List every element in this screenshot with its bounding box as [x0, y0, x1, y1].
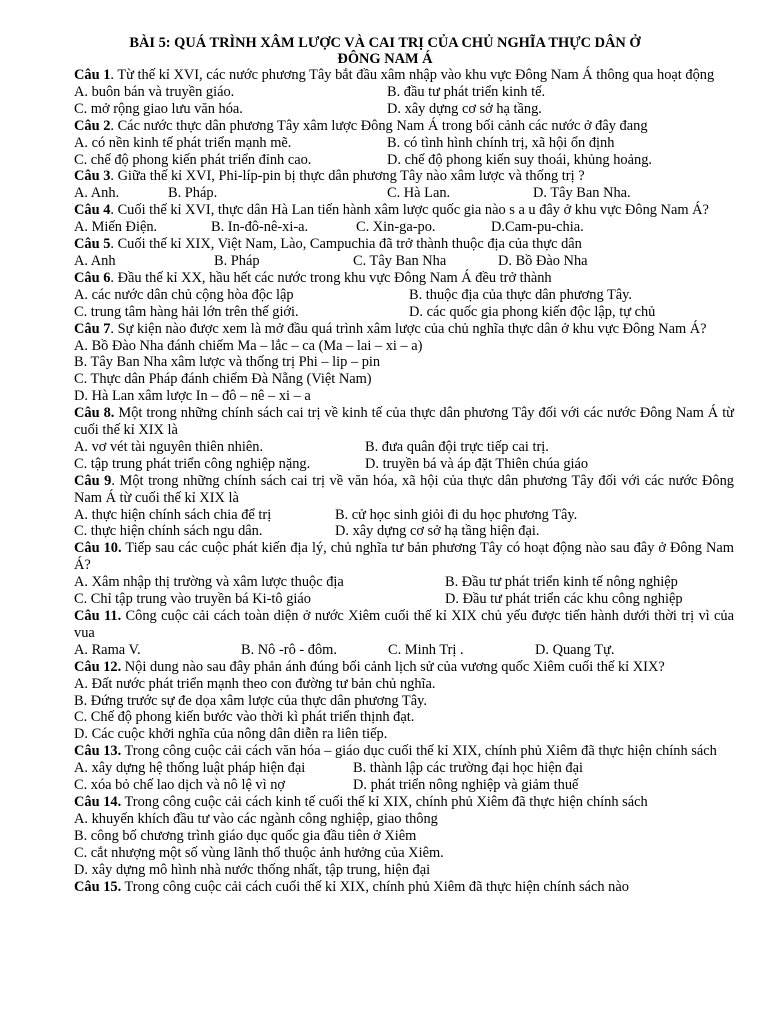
option-c: C. Xin-ga-po.: [356, 219, 436, 236]
option-d: D. Các cuộc khởi nghĩa của nông dân diễn ra liên tiếp.: [74, 726, 388, 743]
option-b: B. Nô -rô - đôm.: [241, 641, 337, 658]
question-11: [74, 608, 734, 642]
option-d: D. chế độ phong kiến suy thoái, khủng hoảng.: [387, 151, 652, 168]
question-label: Câu 12.: [74, 658, 122, 675]
title-line-1: BÀI 5: QUÁ TRÌNH XÂM LƯỢC VÀ CAI TRỊ CỦA CHỦ NGHĨA THỰC DÂN Ở: [129, 35, 641, 51]
option-a: A. thực hiện chính sách chia để trị: [74, 506, 272, 523]
option-c: C. Chỉ tập trung vào truyền bá Ki-tô giáo: [74, 591, 312, 608]
question-label: Câu 11.: [74, 608, 122, 624]
question-text: Trong công cuộc cải cách cuối thế kỉ XIX, chính phủ Xiêm đã thực hiện chính sách nào: [121, 878, 629, 895]
option-c: C. xóa bỏ chế lao dịch và nô lệ vì nợ: [74, 777, 286, 794]
option-a: A. Xâm nhập thị trường và xâm lược thuộc địa: [74, 574, 344, 591]
question-label: Câu 13.: [74, 743, 122, 760]
options-row: [74, 439, 734, 456]
option-a: A. xây dựng hệ thống luật pháp hiện đại: [74, 760, 306, 777]
option-b: B. đưa quân đội trực tiếp cai trị.: [365, 438, 549, 455]
option-d: D. truyền bá và áp đặt Thiên chúa giáo: [365, 455, 589, 472]
options-row: [74, 642, 734, 659]
options-row: [74, 507, 734, 524]
question-text: . Giữa thế kỉ XVI, Phi-líp-pin bị thực dân phương Tây nào xâm lược và thống trị ?: [110, 168, 585, 185]
option-b: B. In-đô-nê-xi-a.: [211, 219, 309, 236]
option-d: D. xây dựng cơ sở hạ tầng.: [387, 100, 542, 117]
option-d: D. Tây Ban Nha.: [533, 185, 631, 202]
question-label: Câu 8.: [74, 405, 115, 422]
option-b: B. có tình hình chính trị, xã hội ổn định: [387, 134, 615, 151]
options-row: [74, 287, 734, 304]
question-9: [74, 473, 734, 507]
question-text: . Một trong những chính sách cai trị về văn hóa, xã hội của thực dân phương Tây đối với các nước Đông Nam Á từ cuối thế kỉ XIX là: [74, 472, 734, 506]
option-b: B. Đứng trước sự đe dọa xâm lược của thực dân phương Tây.: [74, 692, 427, 709]
options-row: [74, 101, 734, 118]
question-text: . Từ thế kỉ XVI, các nước phương Tây bắt đầu xâm nhập vào khu vực Đông Nam Á thông qua hoạt động: [110, 67, 715, 83]
options-row: [74, 591, 734, 608]
question-label: Câu 6: [74, 269, 111, 286]
option-d: D. xây dựng mô hình nhà nước thống nhất, tập trung, hiện đại: [74, 861, 431, 878]
question-text: . Sự kiện nào được xem là mở đầu quá trình xâm lược của chủ nghĩa thực dân ở khu vực Đông Nam Á?: [110, 320, 707, 337]
question-text: Công cuộc cải cách toàn diện ở nước Xiêm cuối thế kỉ XIX chủ yếu được tiến hành dưới thời trị vì của vua: [74, 608, 735, 641]
options-row: [74, 185, 734, 202]
option-c: C. cắt nhượng một số vùng lãnh thổ thuộc ảnh hưởng của Xiêm.: [74, 844, 444, 861]
question-label: Câu 7: [74, 320, 111, 337]
question-5: [74, 236, 734, 253]
options-row: [74, 253, 734, 270]
option-b: B. Pháp: [214, 252, 260, 269]
option-b: B. công bố chương trình giáo dục quốc gia đầu tiên ở Xiêm: [74, 827, 417, 844]
option-d: D. xây dựng cơ sở hạ tầng hiện đại.: [335, 523, 540, 540]
question-6: [74, 270, 734, 287]
options-row: [74, 574, 734, 591]
options-row: [74, 219, 734, 236]
option-a: A. Anh: [74, 252, 116, 269]
question-1: [74, 67, 734, 84]
option-b: B. cử học sinh giỏi đi du học phương Tây.: [335, 506, 578, 523]
question-text: . Đầu thế kỉ XX, hầu hết các nước trong khu vực Đông Nam Á đều trở thành: [110, 269, 552, 286]
options-row: [74, 135, 734, 152]
option-a: A. khuyến khích đầu tư vào các ngành công nghiệp, giao thông: [74, 810, 438, 827]
option-a: A. Đất nước phát triển mạnh theo con đường tư bản chủ nghĩa.: [74, 675, 436, 692]
options-row: [74, 304, 734, 321]
question-text: . Cuối thế kỉ XVI, thực dân Hà Lan tiến hành xâm lược quốc gia nào s a u đây ở khu vực Đông Nam Á?: [110, 202, 709, 219]
options-row: [74, 84, 734, 101]
option-d: D. Bồ Đào Nha: [498, 252, 588, 269]
options-row: [74, 523, 734, 540]
question-text: Trong công cuộc cải cách kinh tế cuối thế kỉ XIX, chính phủ Xiêm đã thực hiện chính sách: [121, 793, 648, 810]
question-label: Câu 15.: [74, 878, 122, 895]
question-text: . Cuối thế kỉ XIX, Việt Nam, Lào, Campuchia đã trở thành thuộc địa của thực dân: [110, 236, 582, 253]
option-a: A. Rama V.: [74, 641, 141, 658]
option-a: A. có nền kinh tế phát triển mạnh mẽ.: [74, 134, 292, 151]
title-line-2: ĐÔNG NAM Á: [337, 50, 433, 67]
question-text: Nội dung nào sau đây phản ánh đúng bối cảnh lịch sử của vương quốc Xiêm cuối thế kỉ XIX?: [121, 658, 665, 675]
option-d: D. Đầu tư phát triển các khu công nghiệp: [445, 591, 683, 608]
question-7: [74, 321, 734, 338]
option-c: C. tập trung phát triển công nghiệp nặng.: [74, 455, 311, 472]
option-d: D. các quốc gia phong kiến độc lập, tự chủ: [409, 303, 656, 320]
option-c: C. Minh Trị .: [388, 641, 464, 658]
option-a: A. Bồ Đào Nha đánh chiếm Ma – lắc – ca (Ma – lai – xi – a): [74, 337, 423, 354]
document-title: [74, 36, 696, 67]
option-d: D. phát triển nông nghiệp và giảm thuế: [353, 777, 579, 794]
question-12: [74, 659, 734, 676]
option-a: A. Miến Điện.: [74, 219, 158, 236]
option-c: C. chế độ phong kiến phát triển đỉnh cao.: [74, 151, 312, 168]
question-13: [74, 743, 734, 760]
question-text: Tiếp sau các cuộc phát kiến địa lý, chủ nghĩa tư bản phương Tây có hoạt động nào sau đây ở Đông Nam Á?: [74, 540, 734, 574]
options-row: [74, 777, 734, 794]
option-b: B. Tây Ban Nha xâm lược và thống trị Phi – lip – pin: [74, 354, 381, 371]
question-label: Câu 1: [74, 67, 111, 83]
question-15: [74, 879, 734, 896]
option-c: C. mở rộng giao lưu văn hóa.: [74, 100, 243, 117]
options-row: [74, 152, 734, 169]
option-c: C. Thực dân Pháp đánh chiếm Đà Nẵng (Việt Nam): [74, 371, 372, 388]
question-label: Câu 5: [74, 236, 111, 253]
question-label: Câu 10.: [74, 540, 122, 557]
question-text: . Các nước thực dân phương Tây xâm lược Đông Nam Á trong bối cảnh các nước ở đây đang: [110, 117, 648, 134]
option-d: D.Cam-pu-chia.: [491, 219, 584, 236]
question-text: Trong công cuộc cải cách văn hóa – giáo dục cuối thế kỉ XIX, chính phủ Xiêm đã thực hiện chính sách: [121, 743, 717, 760]
option-c: C. Hà Lan.: [387, 185, 451, 202]
option-b: B. thành lập các trường đại học hiện đại: [353, 760, 583, 777]
option-c: C. trung tâm hàng hải lớn trên thế giới.: [74, 303, 299, 320]
question-label: Câu 9: [74, 472, 112, 489]
option-c: C. Chế độ phong kiến bước vào thời kì phát triển thịnh đạt.: [74, 709, 415, 726]
option-b: B. Pháp.: [168, 185, 218, 202]
option-d: D. Hà Lan xâm lược In – đô – nê – xi – a: [74, 388, 311, 405]
option-a: A. vơ vét tài nguyên thiên nhiên.: [74, 438, 264, 455]
option-b: B. đầu tư phát triển kinh tế.: [387, 83, 546, 100]
question-3: [74, 168, 734, 185]
options-row: [74, 456, 734, 473]
question-text: Một trong những chính sách cai trị về kinh tế của thực dân phương Tây đối với các nước Đông Nam Á từ cuối thế kỉ XIX là: [74, 405, 734, 439]
option-b: B. thuộc địa của thực dân phương Tây.: [409, 286, 633, 303]
option-b: B. Đầu tư phát triển kinh tế nông nghiệp: [445, 574, 678, 591]
option-d: D. Quang Tự.: [535, 641, 615, 658]
option-c: C. Tây Ban Nha: [353, 252, 447, 269]
question-14: [74, 794, 734, 811]
question-2: [74, 118, 734, 135]
question-label: Câu 14.: [74, 793, 122, 810]
option-a: A. Anh.: [74, 185, 120, 202]
question-label: Câu 3: [74, 168, 111, 185]
question-8: [74, 405, 734, 439]
question-10: [74, 540, 734, 574]
question-label: Câu 4: [74, 202, 111, 219]
question-4: [74, 202, 734, 219]
option-c: C. thực hiện chính sách ngu dân.: [74, 523, 263, 540]
options-row: [74, 760, 734, 777]
question-label: Câu 2: [74, 117, 111, 134]
option-a: A. buôn bán và truyền giáo.: [74, 83, 235, 100]
option-a: A. các nước dân chủ cộng hòa độc lập: [74, 286, 294, 303]
